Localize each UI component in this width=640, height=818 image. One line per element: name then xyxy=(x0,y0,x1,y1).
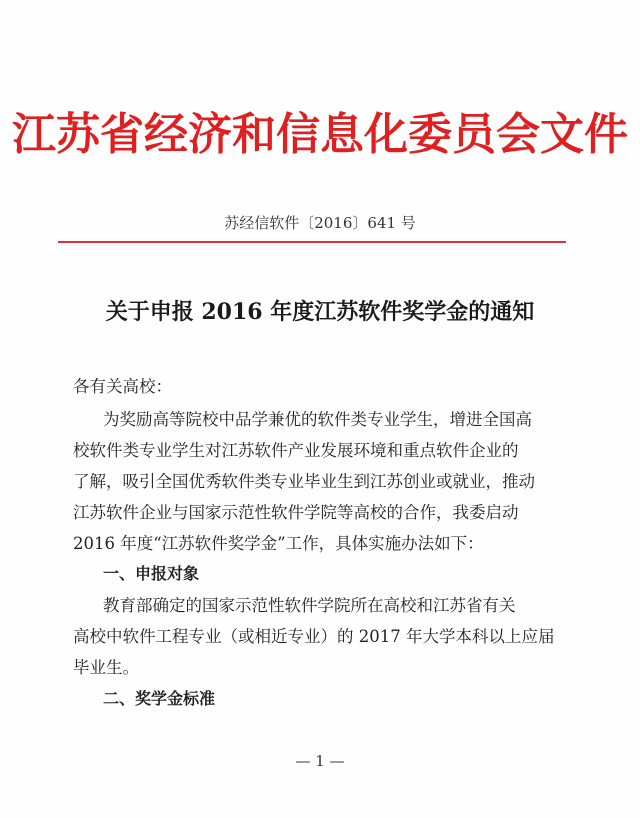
notice-title: 关于申报 2016 年度江苏软件奖学金的通知 xyxy=(105,299,535,325)
salutation: 各有关高校： xyxy=(73,377,172,396)
page-number: — 1 — xyxy=(295,752,345,770)
paragraph-intro xyxy=(73,404,573,559)
paragraph-line: 江苏软件企业与国家示范性软件学院等高校的合作，我委启动 xyxy=(73,503,519,522)
paragraph-line: 高校中软件工程专业（或相近专业）的 2017 年大学本科以上应届 xyxy=(73,627,555,646)
paragraph-line: 了解，吸引全国优秀软件类专业毕业生到江苏创业或就业，推动 xyxy=(73,472,535,491)
section-heading-applicants: 一、申报对象 xyxy=(103,564,200,583)
paragraph-line: 2016 年度“江苏软件奖学金”工作，具体实施办法如下： xyxy=(73,534,484,553)
red-divider-line xyxy=(58,241,566,243)
issuer-header-title: 江苏省经济和信息化委员会文件 xyxy=(12,109,628,160)
document-number: 苏经信软件〔2016〕641 号 xyxy=(224,214,416,232)
paragraph-line: 毕业生。 xyxy=(73,658,139,677)
section-heading-scholarship-standard: 二、奖学金标准 xyxy=(103,689,216,708)
paragraph-line: 校软件类专业学生对江苏软件产业发展环境和重点软件企业的 xyxy=(73,441,519,460)
paragraph-line: 为奖励高等院校中品学兼优的软件类专业学生，增进全国高 xyxy=(103,410,532,429)
paragraph-applicants xyxy=(73,590,573,683)
paragraph-line: 教育部确定的国家示范性软件学院所在高校和江苏省有关 xyxy=(103,596,516,615)
